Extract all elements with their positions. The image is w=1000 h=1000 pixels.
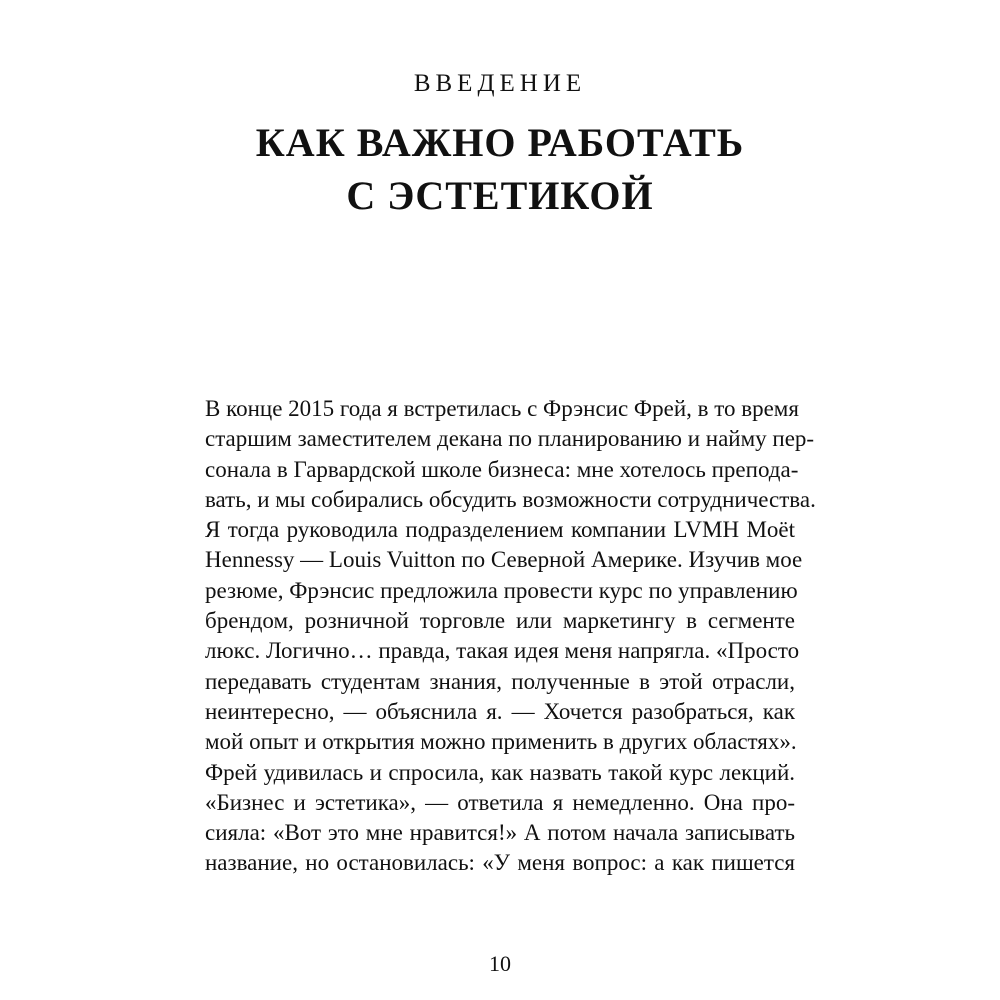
text-line: Я тогда руководила подразделением компании LVMH Moët [205, 517, 795, 543]
text-line: старшим заместителем декана по планированию и найму пер- [205, 426, 815, 452]
chapter-title-line: КАК ВАЖНО РАБОТАТЬ [255, 120, 745, 165]
text-line: люкс. Логично… правда, такая идея меня напрягла. «Просто [205, 638, 800, 664]
chapter-label: ВВЕДЕНИЕ [413, 70, 587, 97]
text-line: неинтересно, — объяснила я. — Хочется разобраться, как [205, 698, 795, 724]
text-line: Hennessy — Louis Vuitton по Северной Америке. Изучив мое [205, 547, 803, 573]
text-line: передавать студентам знания, полученные в этой отрасли, [205, 668, 795, 694]
text-line: сияла: «Вот это мне нравится!» А потом начала записывать [205, 820, 795, 846]
text-line: брендом, розничной торговле или маркетингу в сегменте [205, 608, 795, 634]
page-number: 10 [489, 951, 511, 976]
body-paragraph [205, 394, 816, 879]
text-line: «Бизнес и эстетика», — ответила я немедленно. Она про- [205, 789, 795, 815]
text-line: Фрей удивилась и спросила, как назвать такой курс лекций. [205, 759, 795, 785]
chapter-title-line: С ЭСТЕТИКОЙ [346, 173, 654, 218]
text-line: мой опыт и открытия можно применить в других областях». [205, 729, 797, 755]
chapter-title [0, 116, 1000, 222]
text-line: сонала в Гарвардской школе бизнеса: мне хотелось препода- [205, 456, 799, 482]
text-line: название, но остановилась: «У меня вопрос: а как пишется [205, 850, 795, 876]
text-line: вать, и мы собирались обсудить возможности сотрудничества. [205, 486, 816, 512]
text-line: резюме, Фрэнсис предложила провести курс по управлению [205, 577, 798, 603]
text-line: В конце 2015 года я встретилась с Фрэнсис Фрей, в то время [205, 396, 799, 421]
